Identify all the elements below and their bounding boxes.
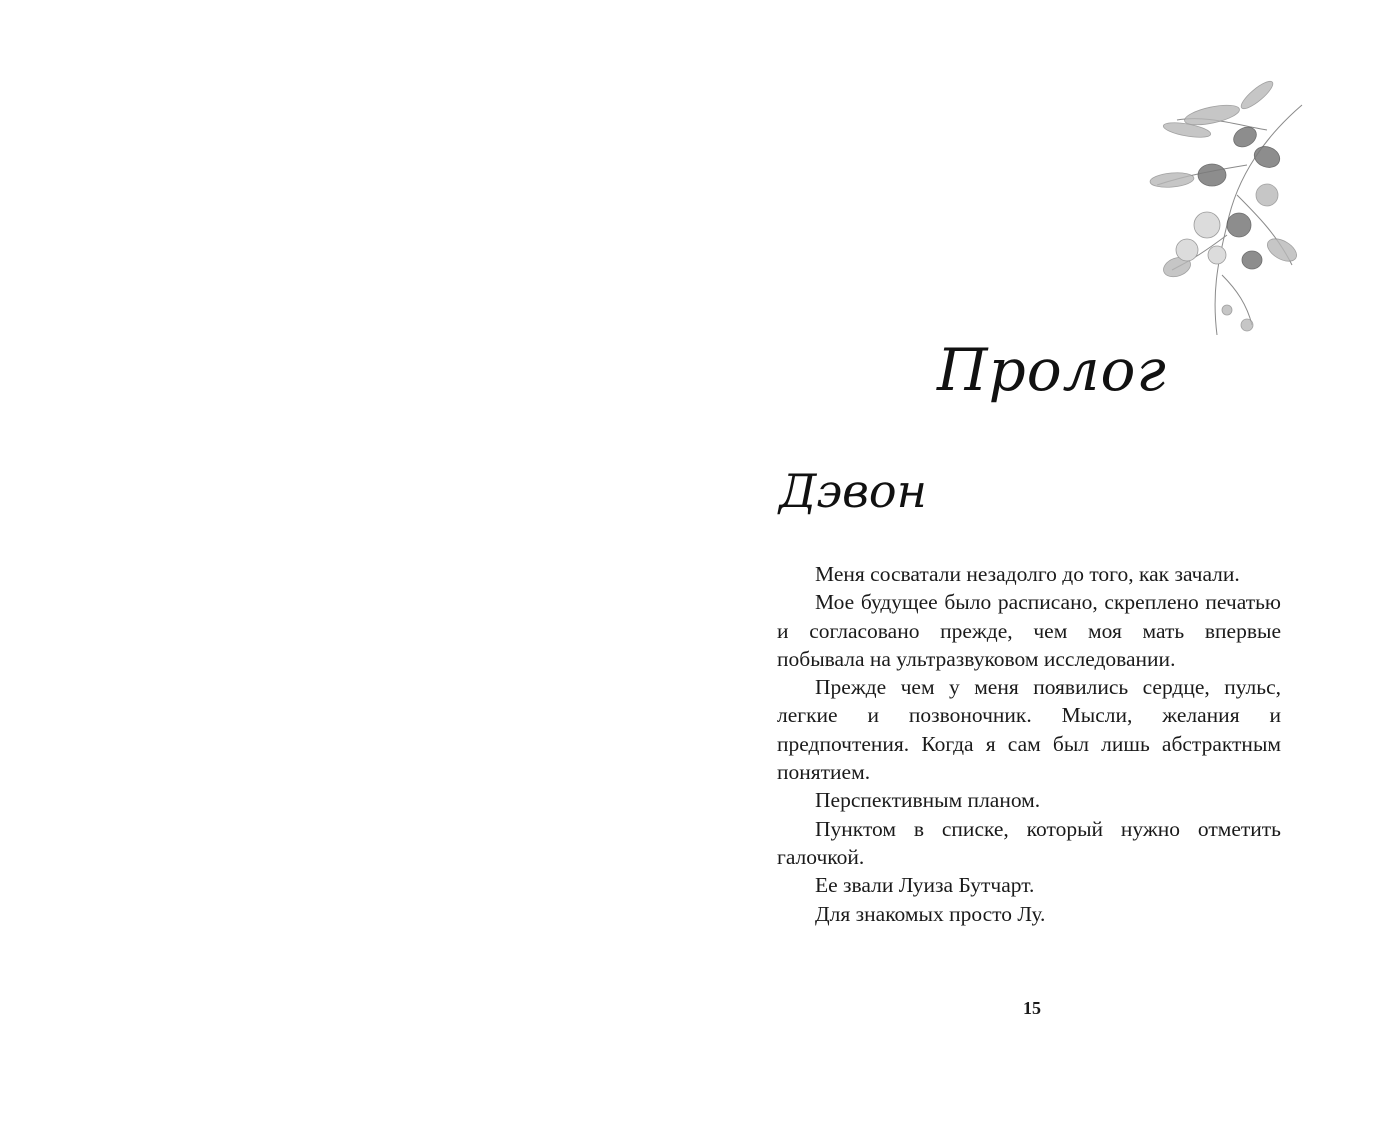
chapter-title: Пролог [937, 336, 1167, 404]
paragraph: Ее звали Луиза Бутчарт. [815, 873, 1035, 898]
paragraph: Пунктом в списке, который нужно отметить галочкой. [777, 816, 1281, 869]
paragraph: Перспективным планом. [815, 788, 1041, 813]
paragraph: Прежде чем у меня появились сердце, пульс, легкие и позвоночник. Мысли, желания и предпочтения. Когда я сам был лишь абстрактным понятием. [777, 675, 1281, 785]
pov-character-name: Дэвон [779, 464, 927, 518]
paragraph: Меня сосватали незадолго до того, как зачали. [815, 562, 1240, 586]
page-number: 15 [1023, 998, 1041, 1018]
paragraph: Для знакомых просто Лу. [815, 901, 1046, 926]
body-text [777, 560, 1281, 928]
right-page [697, 0, 1394, 1125]
floral-branch-icon [1117, 75, 1322, 345]
paragraph: Мое будущее было расписано, скреплено печатью и согласовано прежде, чем моя мать впервые побывала на ультразвуковом исследовании. [777, 590, 1281, 671]
